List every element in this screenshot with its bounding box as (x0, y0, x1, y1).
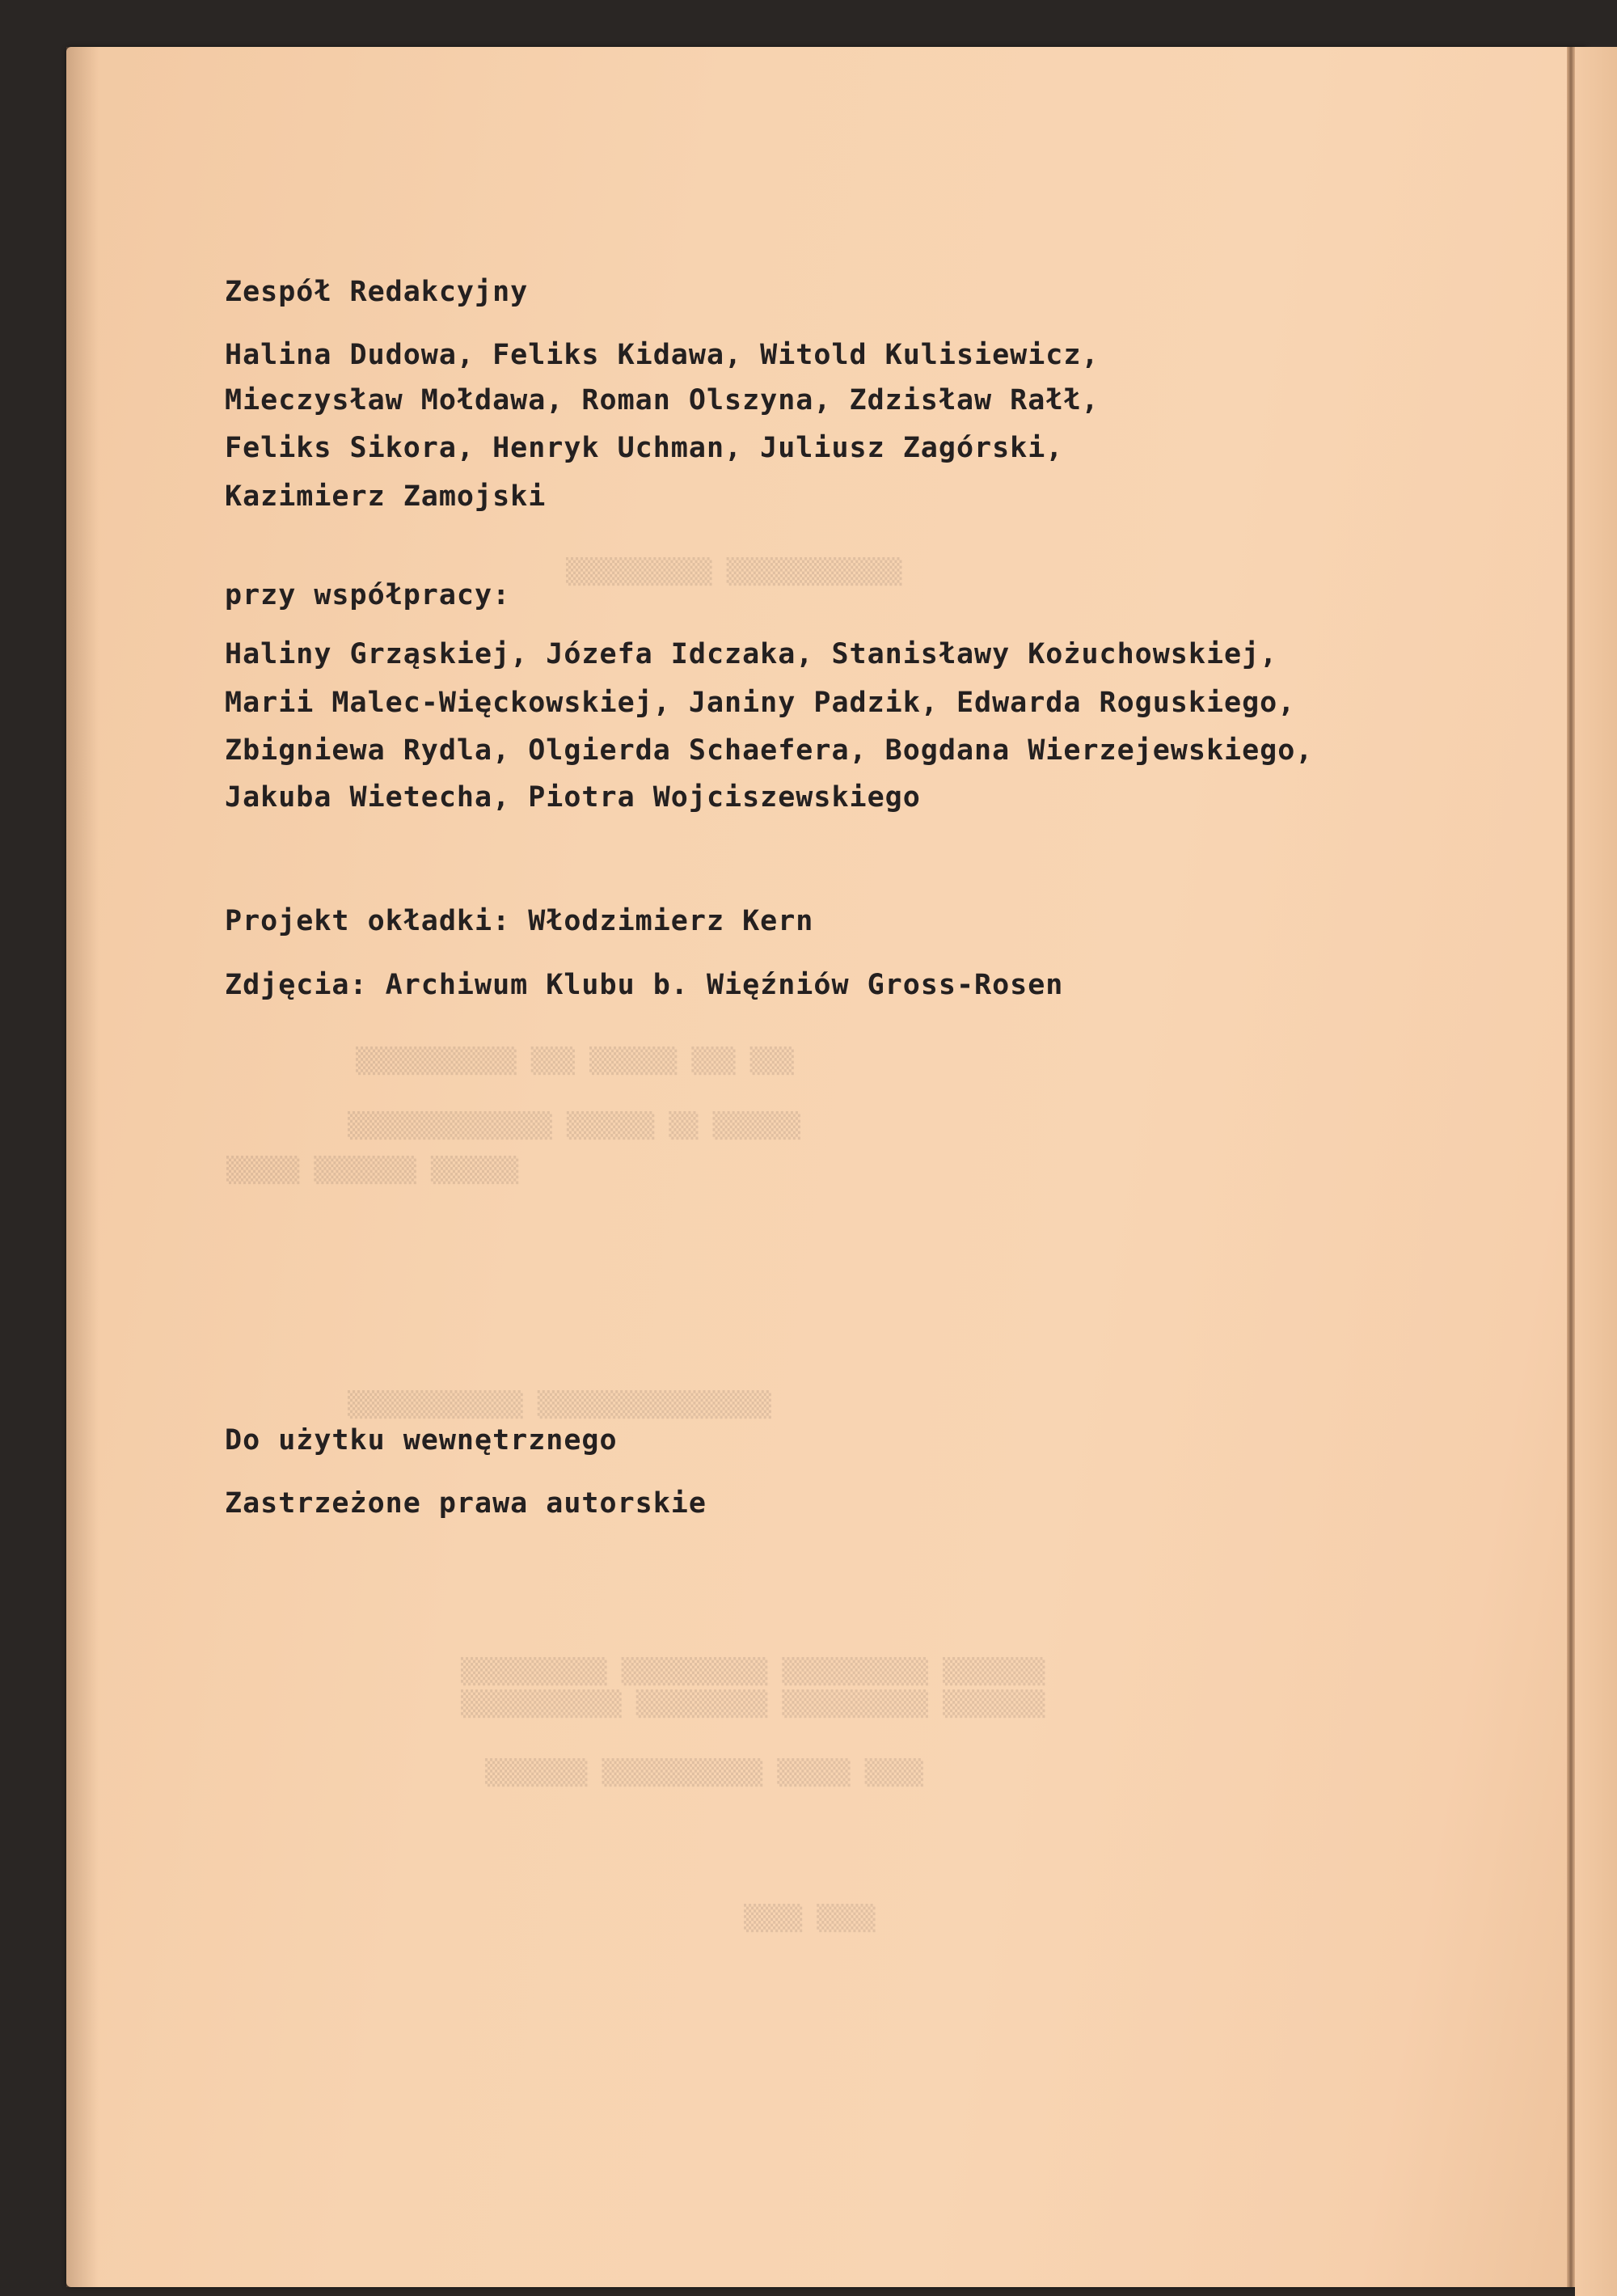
show-through-text: ▒▒▒▒▒▒▒▒▒▒ ▒▒▒▒▒▒▒▒▒▒▒▒ (566, 558, 902, 586)
next-page-edge (1575, 47, 1617, 2296)
copyright-note: Zastrzeżone prawa autorskie (225, 1487, 707, 1520)
show-through-text: ▒▒▒▒▒ ▒▒▒▒▒▒▒ ▒▒▒▒▒▒ (226, 1156, 519, 1185)
show-through-text: ▒▒▒▒▒▒▒ ▒▒▒▒▒▒▒▒▒▒▒ ▒▒▒▒▒ ▒▒▒▒ (485, 1759, 923, 1787)
editorial-team-line: Feliks Sikora, Henryk Uchman, Juliusz Zagórski, (225, 432, 1064, 464)
show-through-text: ▒▒▒▒▒▒▒▒▒▒▒▒▒▒ ▒▒▒▒▒▒ ▒▒ ▒▒▒▒▒▒ (348, 1112, 800, 1140)
page-edge-shadow (66, 47, 99, 2287)
collaboration-heading: przy współpracy: (225, 579, 511, 611)
show-through-text: ▒▒▒▒▒▒▒▒▒▒▒ ▒▒▒ ▒▒▒▒▒▒ ▒▒▒ ▒▒▒ (356, 1047, 794, 1076)
show-through-text: ▒▒▒▒▒▒▒▒▒▒▒ ▒▒▒▒▒▒▒▒▒ ▒▒▒▒▒▒▒▒▒▒ ▒▒▒▒▒▒▒ (461, 1690, 1045, 1719)
collaboration-line: Haliny Grząskiej, Józefa Idczaka, Stanisławy Kożuchowskiej, (225, 638, 1278, 670)
collaboration-line: Zbigniewa Rydla, Olgierda Schaefera, Bogdana Wierzejewskiego, (225, 734, 1314, 767)
collaboration-line: Marii Malec-Więckowskiej, Janiny Padzik, Edwarda Roguskiego, (225, 687, 1296, 719)
binding-spine (1567, 47, 1575, 2287)
show-through-text: ▒▒▒▒▒▒▒▒▒▒▒▒ ▒▒▒▒▒▒▒▒▒▒▒▒▒▒▒▒ (348, 1391, 771, 1419)
show-through-text: ▒▒▒▒ ▒▒▒▒ (744, 1905, 876, 1933)
show-through-text: ▒▒▒▒▒▒▒▒▒▒ ▒▒▒▒▒▒▒▒▒▒ ▒▒▒▒▒▒▒▒▒▒ ▒▒▒▒▒▒▒ (461, 1658, 1045, 1686)
editorial-team-heading: Zespół Redakcyjny (225, 276, 529, 308)
editorial-team-line: Halina Dudowa, Feliks Kidawa, Witold Kulisiewicz, (225, 339, 1100, 371)
editorial-team-line: Mieczysław Mołdawa, Roman Olszyna, Zdzisław Rałł, (225, 384, 1100, 416)
collaboration-line: Jakuba Wietecha, Piotra Wojciszewskiego (225, 781, 921, 814)
internal-use-note: Do użytku wewnętrznego (225, 1424, 618, 1457)
editorial-team-line: Kazimierz Zamojski (225, 480, 547, 513)
photos-credit: Zdjęcia: Archiwum Klubu b. Więźniów Gross-Rosen (225, 969, 1064, 1001)
cover-design-credit: Projekt okładki: Włodzimierz Kern (225, 905, 814, 937)
